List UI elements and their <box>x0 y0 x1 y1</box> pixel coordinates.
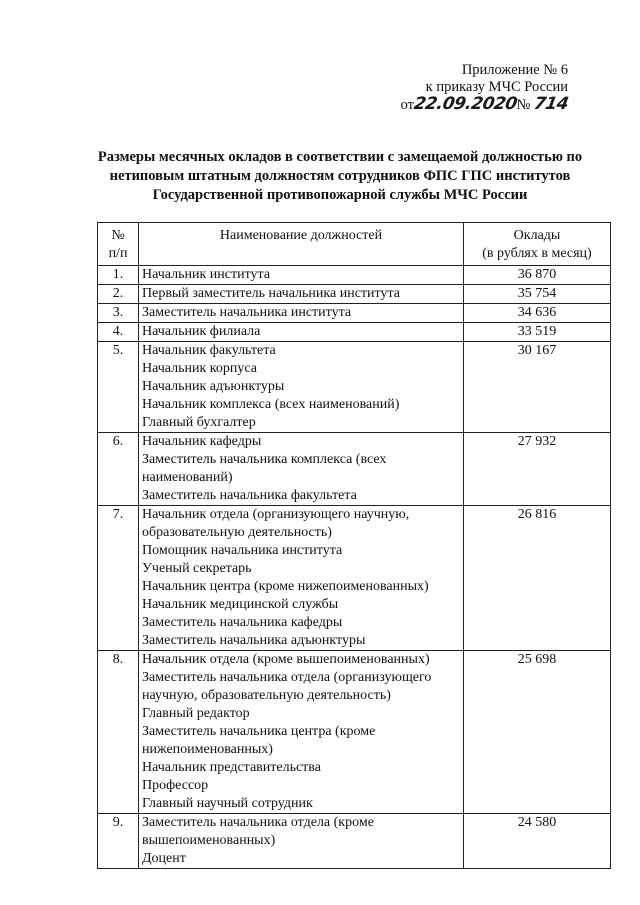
position-title: Начальник медицинской службы <box>142 597 339 612</box>
row-salary: 25 698 <box>464 651 611 814</box>
annex-number: Приложение № 6 <box>461 62 568 78</box>
position-title: Доцент <box>142 851 186 866</box>
position-title: Начальник института <box>142 267 271 282</box>
annex-date-line <box>388 96 568 114</box>
row-number: 7. <box>98 506 139 651</box>
position-title: Начальник адъюнктуры <box>142 379 285 394</box>
position-title: Главный редактор <box>142 706 250 721</box>
row-salary: 34 636 <box>464 304 611 323</box>
position-title: Начальник корпуса <box>142 361 257 376</box>
row-number: 1. <box>98 266 139 285</box>
header-number-line-2: п/п <box>108 246 128 261</box>
row-number: 3. <box>98 304 139 323</box>
title-line-3: Государственной противопожарной службы МЧС России <box>152 187 528 203</box>
position-title: Начальник кафедры <box>142 434 262 449</box>
row-positions <box>139 814 464 869</box>
position-title: Начальник представительства <box>142 760 321 775</box>
title-line-2: нетиповым штатным должностям сотрудников ФПС ГПС институтов <box>109 168 571 184</box>
position-title: Заместитель начальника отдела (организующего научную, образовательную деятельность) <box>142 670 432 703</box>
position-title: Профессор <box>142 778 209 793</box>
row-salary: 24 580 <box>464 814 611 869</box>
header-number <box>98 223 139 266</box>
handwritten-order-number: 714 <box>532 94 570 114</box>
row-salary: 26 816 <box>464 506 611 651</box>
row-number: 2. <box>98 285 139 304</box>
row-salary: 27 932 <box>464 433 611 506</box>
row-positions <box>139 323 464 342</box>
position-title: Первый заместитель начальника института <box>142 286 400 301</box>
position-title: Заместитель начальника центра (кроме нижепоименованных) <box>142 724 376 757</box>
row-number: 4. <box>98 323 139 342</box>
row-number: 8. <box>98 651 139 814</box>
position-title: Заместитель начальника комплекса (всех наименований) <box>142 452 387 485</box>
position-title: Заместитель начальника отдела (кроме вышепоименованных) <box>142 815 374 848</box>
table-row <box>98 814 611 869</box>
annex-order-ref: к приказу МЧС России <box>425 79 568 95</box>
table-row <box>98 651 611 814</box>
table-row <box>98 342 611 433</box>
annex-number-prefix: № <box>516 97 531 113</box>
row-positions <box>139 651 464 814</box>
position-title: Помощник начальника института <box>142 543 343 558</box>
row-positions <box>139 506 464 651</box>
table-row <box>98 506 611 651</box>
row-number: 6. <box>98 433 139 506</box>
annex-header <box>388 62 568 114</box>
position-title: Заместитель начальника института <box>142 305 352 320</box>
title-line-1: Размеры месячных окладов в соответствии с замещаемой должностью по <box>97 149 583 165</box>
table-row <box>98 304 611 323</box>
row-positions <box>139 304 464 323</box>
position-title: Начальник филиала <box>142 324 261 339</box>
position-title: Начальник комплекса (всех наименований) <box>142 397 400 412</box>
position-title: Начальник факультета <box>142 343 276 358</box>
header-position-name: Наименование должностей <box>139 223 464 266</box>
row-salary: 35 754 <box>464 285 611 304</box>
table-row <box>98 433 611 506</box>
table-row <box>98 285 611 304</box>
position-title: Главный научный сотрудник <box>142 796 313 811</box>
position-title: Заместитель начальника адъюнктуры <box>142 633 366 648</box>
annex-from-prefix: от <box>400 97 414 113</box>
position-title: Начальник отдела (организующего научную, образовательную деятельность) <box>142 507 410 540</box>
row-number: 5. <box>98 342 139 433</box>
document-title <box>60 148 620 205</box>
table-row <box>98 266 611 285</box>
row-positions <box>139 266 464 285</box>
table-header-row <box>98 223 611 266</box>
row-positions <box>139 342 464 433</box>
position-title: Ученый секретарь <box>142 561 252 576</box>
header-salary-line-1: Оклады <box>513 228 561 243</box>
row-number: 9. <box>98 814 139 869</box>
table-body <box>98 266 611 869</box>
row-salary: 30 167 <box>464 342 611 433</box>
header-salary <box>464 223 611 266</box>
position-title: Заместитель начальника кафедры <box>142 615 343 630</box>
handwritten-date: 22.09.2020 <box>412 94 519 114</box>
position-title: Заместитель начальника факультета <box>142 488 357 503</box>
position-title: Начальник отдела (кроме вышепоименованных) <box>142 652 430 667</box>
position-title: Начальник центра (кроме нижепоименованных) <box>142 579 429 594</box>
header-salary-line-2: (в рублях в месяц) <box>482 246 592 261</box>
row-positions <box>139 285 464 304</box>
table-row <box>98 323 611 342</box>
salary-table <box>97 222 611 869</box>
row-salary: 33 519 <box>464 323 611 342</box>
row-positions <box>139 433 464 506</box>
row-salary: 36 870 <box>464 266 611 285</box>
header-number-line-1: № <box>111 228 125 243</box>
position-title: Главный бухгалтер <box>142 415 256 430</box>
